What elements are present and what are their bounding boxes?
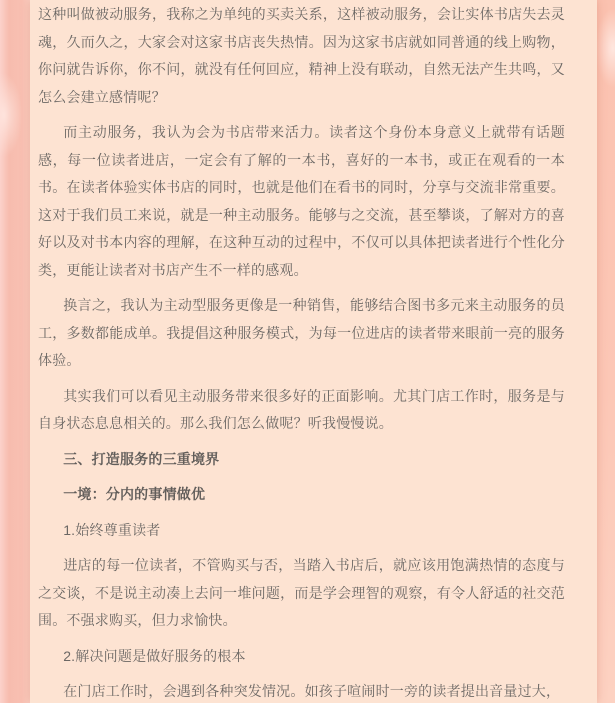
paragraph-respect-readers: 进店的每一位读者，不管购买与否，当踏入书店后，就应该用饱满热情的态度与之交谈，不是说主动凑上去问一堆问题，而是学会理智的观察，有令人舒适的社交范围。不强求购买，但力求愉快。	[38, 557, 565, 628]
left-margin-background	[0, 0, 30, 703]
document-page[interactable]	[30, 0, 597, 703]
document-content	[38, 1, 565, 703]
section-heading-three-realms: 三、打造服务的三重境界	[63, 450, 220, 467]
paragraph-sales-model: 换言之，我认为主动型服务更像是一种销售，能够结合图书多元来主动服务的员工，多数都能成单。我提倡这种服务模式，为每一位进店的读者带来眼前一亮的服务体验。	[38, 297, 565, 368]
paragraph-passive-service: 这种叫做被动服务，我称之为单纯的买卖关系，这样被动服务，会让实体书店失去灵魂，久而久之，大家会对这家书店丧失热情。因为这家书店就如同普通的线上购物，你问就告诉你，你不问，就没有任何回应，精神上没有联动，自然无法产生共鸣，又怎么会建立感情呢？	[38, 6, 565, 105]
subheading-respect-readers: 1.始终尊重读者	[63, 521, 161, 538]
paragraph-positive-impact: 其实我们可以看见主动服务带来很多好的正面影响。尤其门店工作时，服务是与自身状态息息相关的。那么我们怎么做呢？听我慢慢说。	[38, 387, 565, 431]
right-margin-background	[597, 0, 615, 703]
paragraph-active-service: 而主动服务，我认为会为书店带来活力。读者这个身份本身意义上就带有话题感，每一位读者进店，一定会有了解的一本书，喜好的一本书，或正在观看的一本书。在读者体验实体书店的同时，也就是他们在看书的同时，分享与交流非常重要。这对于我们员工来说，就是一种主动服务。能够与之交流，甚至攀谈，了解对方的喜好以及对书本内容的理解，在这种互动的过程中，不仅可以具体把读者进行个性化分类，更能让读者对书店产生不一样的感观。	[38, 124, 565, 278]
section-heading-first-realm: 一境：分内的事情做优	[63, 486, 206, 502]
paragraph-store-situations: 在门店工作时，会遇到各种突发情况。如孩子喧闹时一旁的读者提出音量过大，	[63, 683, 561, 699]
subheading-solve-problems: 2.解决问题是做好服务的根本	[63, 647, 246, 664]
